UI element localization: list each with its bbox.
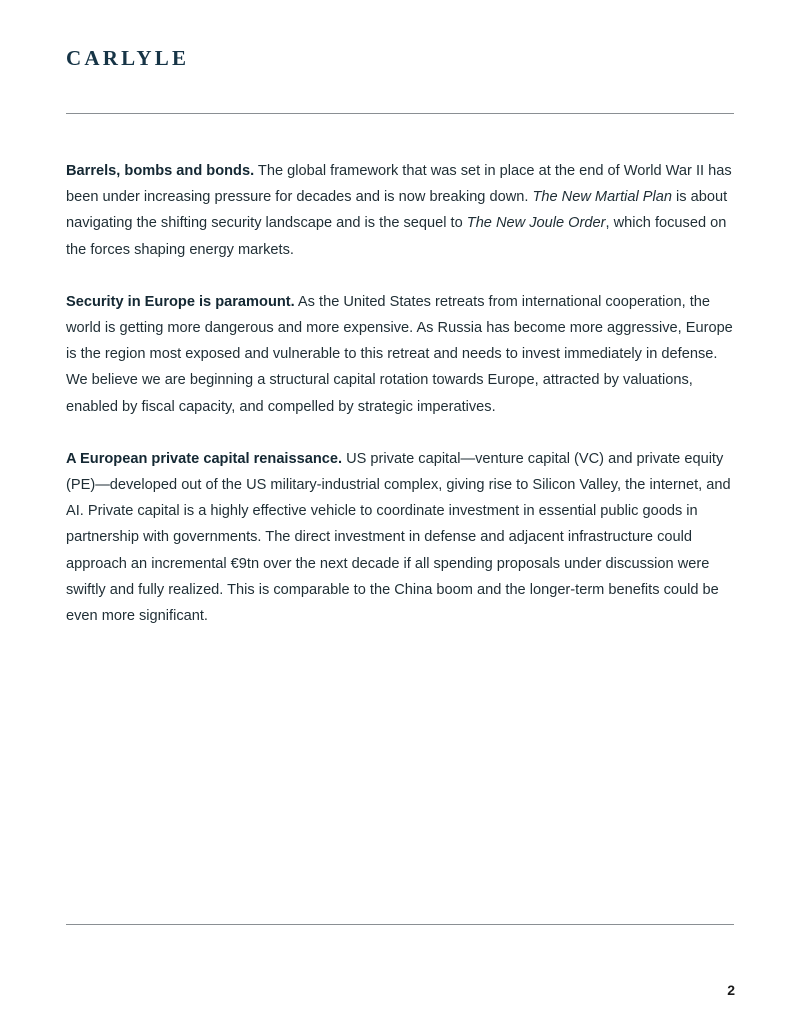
paragraph-text: As the United States retreats from international cooperation, the world is getting more dangerous and more expensive. As Russia has become more aggressive, Europe is the region most exposed and vulnerable to this retreat and needs to invest immediately in defense. We believe we are beginning a structural capital rotation towards Europe, attracted by valuations, enabled by fiscal capacity, and compelled by strategic imperatives. — [66, 293, 733, 415]
header-divider — [66, 113, 734, 114]
publication-title: The New Martial Plan — [532, 189, 672, 206]
paragraph-lead: A European private capital renaissance. — [66, 450, 343, 467]
paragraph-text: The global framework that was set in place at the end of World War II has been under increasing pressure for decades and is now breaking down. — [66, 163, 732, 206]
paragraph-private-capital — [66, 446, 736, 629]
paragraph-text: US private capital—venture capital (VC) and private equity (PE)—developed out of the US military-industrial complex, giving rise to Silicon Valley, the internet, and AI. Private capital is a highly effective vehicle to coordinate investment in essential public goods in partnership with governments. The direct investment in defense and adjacent infrastructure could approach an incremental €9tn over the next decade if all spending proposals under discussion were swiftly and fully realized. This is comparable to the China boom and the longer-term benefits could be even more significant. — [66, 450, 731, 625]
paragraph-text: , which focused on the forces shaping energy markets. — [66, 215, 727, 258]
paragraph-text: is about navigating the shifting security landscape and is the sequel to — [66, 189, 728, 232]
carlyle-logo: CARLYLE — [66, 46, 190, 70]
paragraph-barrels — [66, 158, 736, 263]
paragraph-lead: Security in Europe is paramount. — [66, 293, 295, 310]
paragraph-lead: Barrels, bombs and bonds. — [66, 163, 255, 179]
paragraph-security — [66, 289, 736, 420]
main-content — [66, 158, 736, 655]
publication-title: The New Joule Order — [466, 215, 606, 232]
page-number: 2 — [727, 982, 735, 998]
footer-divider — [66, 924, 734, 925]
